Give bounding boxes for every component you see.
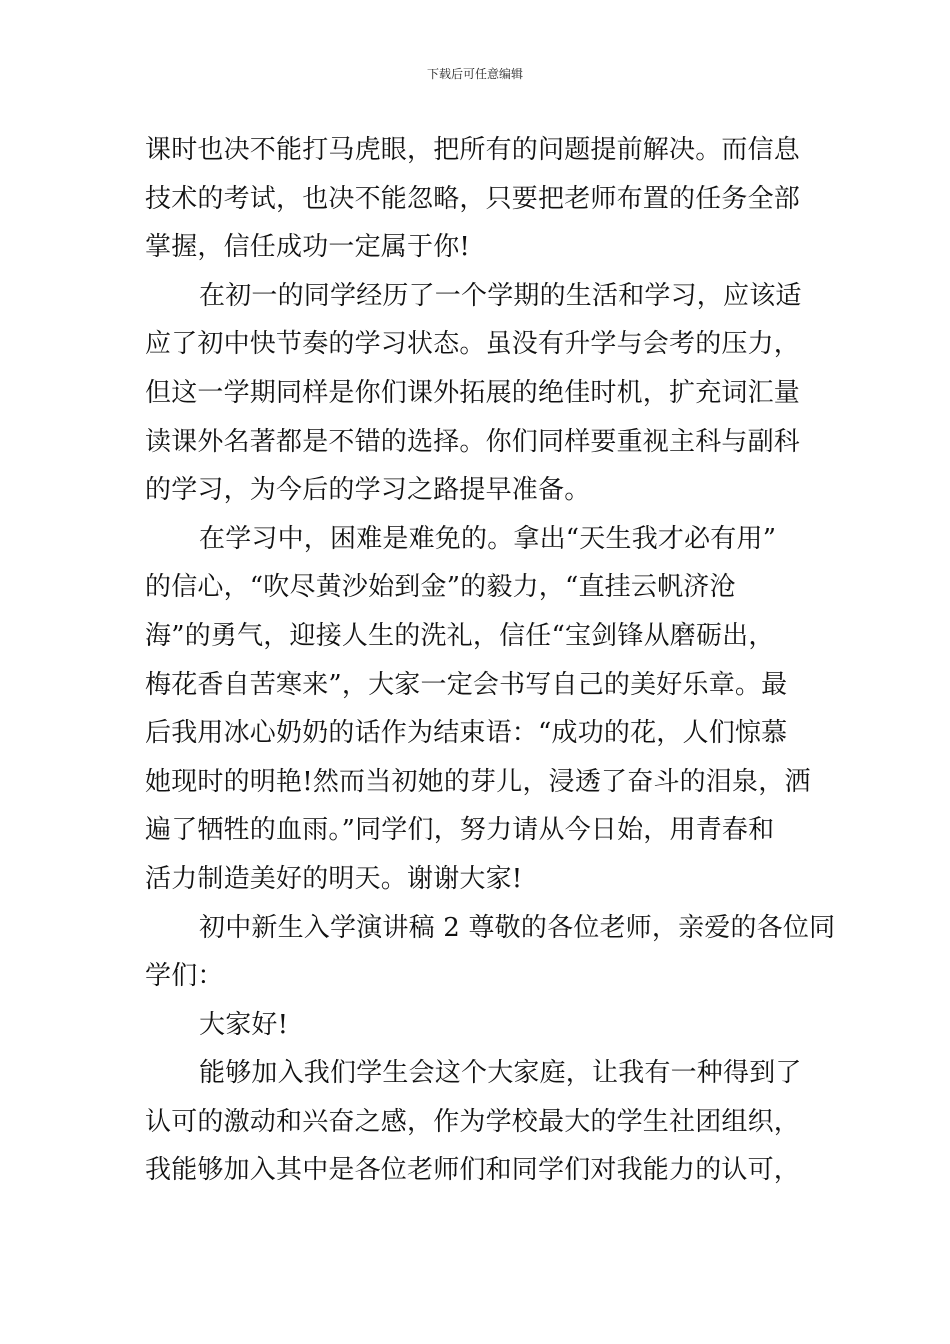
text-line: 课时也决不能打马虎眼，把所有的问题提前解决。而信息 xyxy=(145,135,801,165)
text-line: 应了初中快节奏的学习状态。虽没有升学与会考的压力， xyxy=(145,329,801,360)
text-line: 她现时的明艳!然而当初她的芽儿，浸透了奋斗的泪泉，洒 xyxy=(145,766,811,797)
text-line: 遍了牺牲的血雨。”同学们，努力请从今日始，用青春和 xyxy=(145,815,775,846)
text-line: 能够加入我们学生会这个大家庭，让我有一种得到了 xyxy=(199,1058,802,1089)
text-line: 活力制造美好的明天。谢谢大家! xyxy=(145,863,523,894)
text-line: 掌握，信任成功一定属于你! xyxy=(145,232,471,263)
text-line: 梅花香自苦寒来”，大家一定会书写自己的美好乐章。最 xyxy=(145,669,788,700)
text-line: 大家好! xyxy=(199,1009,289,1040)
paragraph xyxy=(145,1049,813,1195)
paragraph xyxy=(145,126,813,272)
text-line: 的信心，“吹尽黄沙始到金”的毅力，“直挂云帆济沧 xyxy=(145,572,736,603)
text-line: 的学习，为今后的学习之路提早准备。 xyxy=(145,475,591,506)
text-line: 认可的激动和兴奋之感，作为学校最大的学生社团组织， xyxy=(145,1106,801,1137)
paragraph xyxy=(145,904,836,1001)
text-line: 在学习中，困难是难免的。拿出“天生我才必有用” xyxy=(199,523,777,554)
text-line: 但这一学期同样是你们课外拓展的绝佳时机，扩充词汇量 xyxy=(145,377,801,408)
page-header: 下载后可任意编辑 xyxy=(426,67,523,81)
text-line: 初中新生入学演讲稿 2 尊敬的各位老师，亲爱的各位同 xyxy=(199,912,836,943)
text-line: 读课外名著都是不错的选择。你们同样要重视主科与副科 xyxy=(145,426,801,457)
text-line: 技术的考试，也决不能忽略，只要把老师布置的任务全部 xyxy=(145,183,801,214)
paragraph xyxy=(145,1001,813,1050)
paragraph xyxy=(145,272,813,515)
text-line: 我能够加入其中是各位老师们和同学们对我能力的认可， xyxy=(145,1155,801,1186)
text-line: 海”的勇气，迎接人生的洗礼，信任“宝剑锋从磨砺出， xyxy=(145,620,775,651)
text-line: 在初一的同学经历了一个学期的生活和学习，应该适 xyxy=(199,280,802,311)
text-line: 后我用冰心奶奶的话作为结束语：“成功的花，人们惊慕 xyxy=(145,718,788,749)
text-line: 学们： xyxy=(145,961,224,992)
document-body xyxy=(145,126,836,1195)
paragraph xyxy=(145,515,813,904)
